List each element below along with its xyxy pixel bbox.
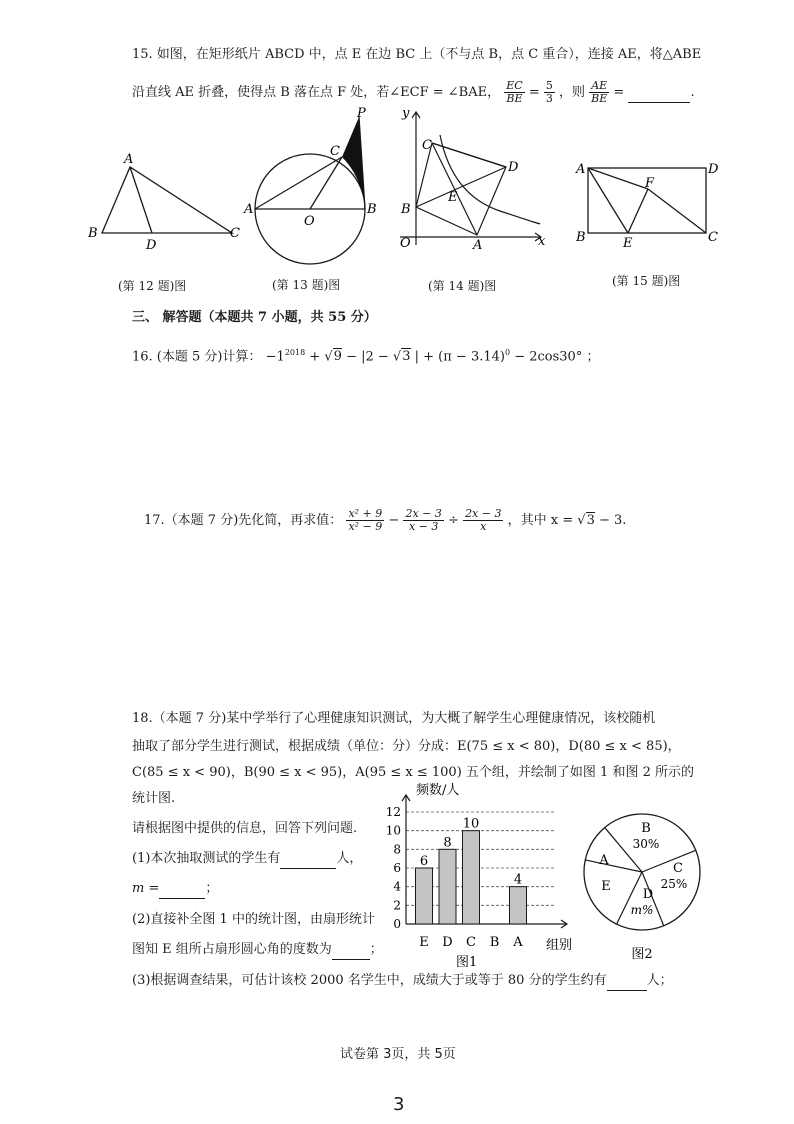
y-tick-label: 10 [385, 823, 401, 838]
f14-label-b: B [401, 202, 411, 217]
slice-label-D: D [642, 887, 654, 902]
f14-label-a: A [473, 238, 483, 253]
f13-label-a: A [244, 202, 254, 217]
y-tick-label: 12 [385, 805, 401, 819]
f14-label-e: E [448, 190, 458, 205]
q18-part2a: (2)直接补全图 1 中的统计图，由扇形统计 [132, 912, 375, 927]
q17: 17.（本题 7 分)先化简，再求值： $\frac{\text{x² + 9}}{\text{x² − 9}}$ − $\frac{2x - 3}{x - 3}$ ÷ $\frac{2x - 3}{x}$ ，其中 x = √3 − 3. [144, 507, 627, 533]
bar-E [416, 868, 433, 924]
q18-intro: 请根据图中提供的信息，回答下列问题. [132, 821, 358, 836]
caption-fig12: (第 12 题)图 [118, 279, 187, 293]
f14-label-d: D [508, 160, 519, 175]
slice-value-B: 30% [632, 837, 660, 851]
y-tick-label: 2 [393, 898, 401, 913]
q18-part1: (1)本次抽取测试的学生有 人， [132, 850, 362, 869]
slice-value-C: 25% [660, 877, 688, 891]
bar-chart-figure-1 [370, 780, 590, 970]
caption-fig13: (第 13 题)图 [272, 278, 341, 292]
data-label-A: 4 [513, 872, 523, 888]
f13-label-c: C [330, 144, 340, 159]
q18-blank-estimate[interactable] [607, 972, 647, 991]
f12-label-b: B [88, 226, 98, 241]
q15-condition: 沿直线 AE 折叠，使得点 B 落在点 F 处，若∠ECF = ∠BAE， [132, 85, 501, 100]
caption-fig14: (第 14 题)图 [428, 279, 497, 293]
y-tick-label: 6 [393, 861, 401, 875]
q18-blank-angle[interactable] [332, 941, 370, 960]
q17-fraction-2: $\frac{2x - 3}{x - 3}$ [405, 507, 442, 533]
bar-C [463, 831, 480, 924]
y-tick-label: 4 [393, 879, 401, 894]
f12-label-a: A [124, 152, 134, 167]
x-axis-title: 组别 [546, 938, 573, 953]
f14-label-y: y [402, 106, 410, 121]
f15-label-f: F [645, 176, 655, 191]
slice-label-E: E [601, 879, 611, 894]
slice-value-D: m% [630, 903, 654, 917]
data-label-D: 8 [443, 835, 452, 851]
slice-label-A: A [599, 853, 609, 868]
f15-label-a: A [576, 162, 586, 177]
category-label-A: A [513, 935, 523, 950]
slice-label-C: C [673, 861, 683, 876]
q18-part3: (3)根据调查结果，可估计该校 2000 名学生中，成绩大于或等于 80 分的学生约有 人； [132, 972, 673, 991]
category-label-D: D [442, 935, 453, 950]
q18-line4: 统计图. [132, 791, 176, 806]
y-axis-title: 频数/人 [416, 783, 460, 798]
q16: 16. (本题 5 分)计算： $-1^{2018} + √9 - |2 - √3$ | + $(\pi - 3.14)^0 - 2\cos 30^\circ$ ； [132, 348, 600, 365]
f12-label-c: C [230, 226, 240, 241]
sqrt-9: √9 [324, 349, 342, 365]
page-footer: 试卷第 3页，共 5页 [340, 1047, 456, 1062]
f14-label-c: C [422, 138, 432, 153]
f13-label-o: O [304, 214, 315, 229]
q18-line2: 抽取了部分学生进行测试，根据成绩（单位：分）分成：E(75 ≤ x < 80)，D(80 ≤ x < 85)， [132, 739, 681, 754]
q18-line3: C(85 ≤ x < 90)，B(90 ≤ x < 95)，A(95 ≤ x ≤ 100) 五个组，并绘制了如图 1 和图 2 所示的 [132, 765, 694, 780]
q18-part2b: 图知 E 组所占扇形圆心角的度数为 ； [132, 941, 383, 960]
q15-line1: 15. 如图，在矩形纸片 ABCD 中，点 E 在边 BC 上（不与点 B，点 C 重合），连接 AE，将△ABE [132, 47, 702, 62]
pie-chart-figure-2 [580, 810, 704, 960]
data-label-E: 6 [419, 854, 429, 869]
chart-title: 图2 [631, 947, 653, 960]
y-tick-label: 0 [393, 917, 401, 931]
q18-line1: 18.（本题 7 分)某中学举行了心理健康知识测试，为大概了解学生心理健康情况，该校随机 [132, 711, 656, 726]
geometry-figures [80, 105, 760, 275]
figure-12-triangle [102, 167, 232, 233]
shaded-region [342, 117, 365, 205]
q18-blank-m[interactable] [159, 880, 205, 899]
sqrt-3: √3 [392, 349, 411, 365]
f15-label-e: E [623, 236, 633, 251]
q18-blank-total[interactable] [280, 850, 336, 869]
category-label-B: B [489, 935, 500, 950]
figure-14-coordinate [400, 112, 541, 245]
f15-label-c: C [708, 230, 718, 245]
chart-title: 图1 [456, 955, 478, 970]
pie-boundary [642, 850, 696, 872]
bar-D [439, 849, 456, 924]
f14-label-o: O [400, 236, 411, 251]
q18-part1-m: m = ； [132, 880, 218, 899]
q15-line2: 沿直线 AE 折叠，使得点 B 落在点 F 处，若∠ECF = ∠BAE， $\frac{EC}{BE}$ = $\frac{5}{3}$ ，则 $\frac{AE}{BE}$ = . [132, 79, 695, 105]
fraction-ec-be: $\frac{EC}{BE}$ [506, 79, 523, 105]
caption-fig15: (第 15 题)图 [612, 274, 681, 288]
fraction-ae-be: $\frac{AE}{BE}$ [591, 79, 608, 105]
page-number: 3 [393, 1094, 405, 1115]
fraction-5-3: $\frac{5}{3}$ [545, 79, 553, 105]
f14-label-x: x [538, 234, 546, 249]
category-label-E: E [419, 935, 429, 950]
category-label-C: C [466, 935, 476, 950]
q17-fraction-1: $\frac{\text{x² + 9}}{\text{x² − 9}}$ [348, 507, 383, 533]
f15-label-b: B [576, 230, 586, 245]
bar-A [510, 887, 527, 924]
f15-label-d: D [708, 162, 719, 177]
q17-fraction-3: $\frac{2x - 3}{x}$ [465, 507, 502, 533]
q15-answer-blank[interactable] [628, 84, 690, 103]
data-label-C: 10 [462, 816, 480, 832]
figure-13-circle [255, 117, 365, 264]
section-3-heading: 三、 解答题（本题共 7 小题，共 55 分） [132, 310, 377, 325]
f13-label-b: B [367, 202, 377, 217]
f12-label-d: D [146, 238, 157, 253]
slice-label-B: B [641, 821, 651, 836]
f13-label-p: P [357, 106, 366, 121]
q17-sqrt-3: √3 [577, 513, 595, 528]
y-tick-label: 8 [393, 842, 401, 857]
